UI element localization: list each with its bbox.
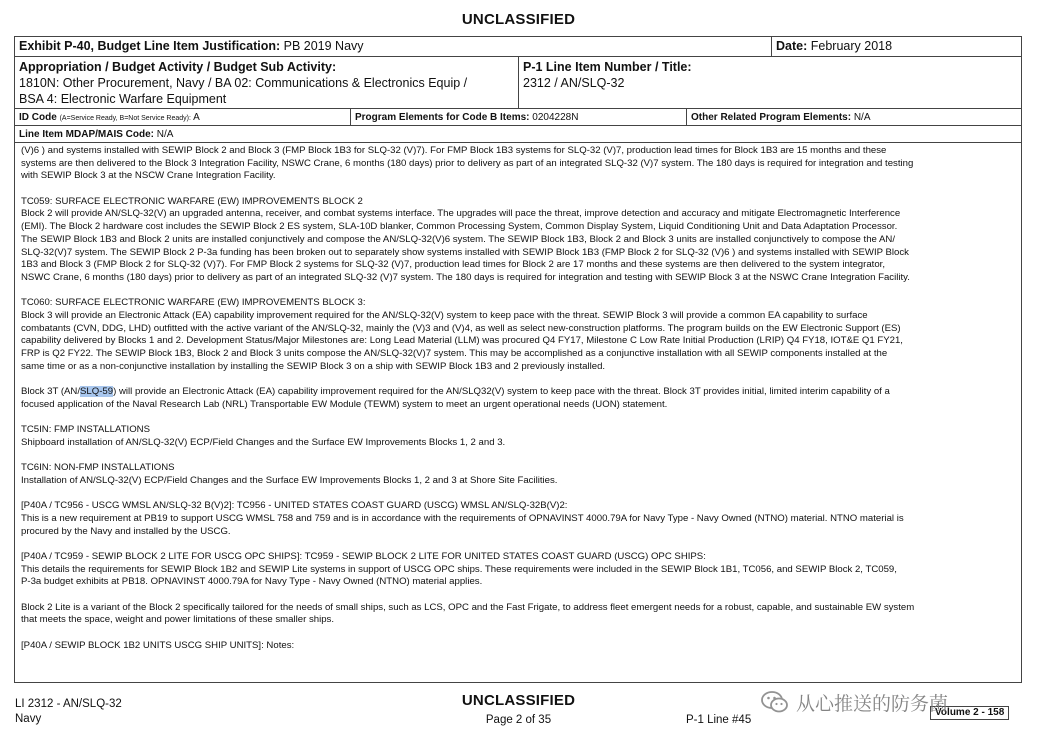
mdap-cell [15, 126, 1021, 142]
footer-service: Navy [15, 713, 42, 725]
watermark-text: 从心推送的防务菌 [796, 692, 949, 715]
text-line: with SEWIP Block 3 at the NSCW Crane Integration Facility. [21, 170, 276, 182]
id-code-note: (A=Service Ready, B=Not Service Ready): [59, 115, 191, 122]
exhibit-value: PB 2019 Navy [283, 39, 364, 53]
date-value: February 2018 [810, 39, 893, 53]
section-heading-tc6in: TC6IN: NON-FMP INSTALLATIONS [21, 462, 175, 474]
text-line: The SEWIP Block 1B3 and Block 2 units are installed conjunctively and compose the AN/SLQ-32(V)6 system. The SEWIP Block 1B3, Block 2 and Block 3 units are installed conjunctively to compose the AN/ [21, 233, 896, 245]
mdap-label: Line Item MDAP/MAIS Code: [19, 129, 155, 140]
other-pe-cell [686, 109, 1021, 125]
text-line: NSWC Crane, 6 months (180 days) prior to delivery as part of an integrated SLQ-32 (V)7 system. The 180 days is required for integration and testing with SEWIP Block 3 at the NSWC Crane Integration Facility. [21, 271, 910, 283]
text-line: Block 3 will provide an Electronic Attack (EA) capability improvement required for the AN/SLQ-32(V) system to keep pace with the threat. SEWIP Block 3 will provide a common EA capability to surface [21, 309, 868, 321]
text-line: capability delivered by Blocks 1 and 2. Development Status/Major Milestones are: Long Lead Material (LLM) was procured Q4 FY17, Milestone C Low Rate Initial Production (LRIP) Q4 FY18, IOT&E Q1 FY21, [21, 335, 903, 347]
text-line: combatants (CVN, DDG, LHD) outfitted with the active variant of the AN/SLQ-32, mainly the (V)3 and (V)4, as well as select new-construction platforms. The program builds on the EW Electronic Support (ES) [21, 322, 901, 334]
date-label: Date: [776, 39, 808, 53]
bottom-classification: UNCLASSIFIED [461, 692, 576, 709]
text-fragment: ) will provide an Electronic Attack (EA) capability improvement required for the AN/SLQ32(V) system to keep pace with the threat. Block 3T provides initial, limited interim capability of a [113, 386, 890, 398]
footer-page-number: Page 2 of 35 [485, 714, 552, 726]
section-heading-tc959: [P40A / TC959 - SEWIP BLOCK 2 LITE FOR USCG OPC SHIPS]: TC959 - SEWIP BLOCK 2 LITE FOR UNITED STATES COAST GUARD (USCG) OPC SHIPS: [21, 551, 706, 562]
text-line: (V)6 ) and systems installed with SEWIP Block 2 and Block 3 (FMP Block 1B3 for SLQ-32 (V)7). For FMP Block 1B3 systems for SLQ-32 (V)7, production lead times for Block 1B3 are 15 months and these [21, 145, 887, 156]
text-line: SLQ-32(V)7 system. The SEWIP Block 2 P-3a funding has been broken out to separately show systems installed with SEWIP Block 1B3 (FMP Block 2 for SLQ-32 (V)6 ) and systems installed with SEWIP Block [21, 246, 909, 258]
section-heading-tc059: TC059: SURFACE ELECTRONIC WARFARE (EW) IMPROVEMENTS BLOCK 2 [21, 195, 363, 207]
other-pe-label: Other Related Program Elements: [691, 112, 852, 123]
text-line: 1B3 and Block 3 (FMP Block 2 for SLQ-32 (V)7). For FMP Block 2 systems for SLQ-32 (V)7, production lead times for Block 2 are 17 months and these systems are then delivered to the system integrator, [21, 259, 885, 271]
text-line: This is a new requirement at PB19 to support USCG WMSL 758 and 759 and is in accordance with the requirements of OPNAVINST 4000.79A for Navy Type - Navy Owned (NTNO) material. NTNO material is [21, 512, 904, 524]
footer-volume: Volume 2 - 158 [930, 706, 1009, 720]
p1-cell [518, 57, 1021, 108]
footer-line-item: LI 2312 - AN/SLQ-32 [15, 698, 122, 710]
exhibit-label: Exhibit P-40, Budget Line Item Justification: [19, 39, 281, 53]
pe-cell [350, 109, 686, 125]
text-line: P-3a budget exhibits at PB18. OPNAVINST 4000.79A for Navy Type - Navy Owned (NTNO) material applies. [21, 576, 483, 588]
top-classification: UNCLASSIFIED [461, 11, 576, 28]
text-line: systems are then delivered to the Block 3 Integration Facility, NSWC Crane, 6 months (180 days) prior to delivery as part of an integrated SLQ-32 (V)7 system. The 180 days is required for integration and testing [21, 157, 914, 169]
text-line: This details the requirements for SEWIP Block 1B2 and SEWIP Lite systems in support of USCG OPC ships. These requirements were included in the SEWIP Block 1B1, TC056, and SEWIP Block 2, TC059, [21, 563, 897, 575]
exhibit-cell [15, 37, 771, 56]
text-line: Installation of AN/SLQ-32(V) ECP/Field Changes and the Surface EW Improvements Blocks 1, 2 and 3 at Shore Site Facilities. [21, 474, 558, 486]
mdap-value: N/A [156, 129, 174, 140]
text-line: Block 2 will provide AN/SLQ-32(V) an upgraded antenna, receiver, and combat systems interface. The upgrades will pace the threat, improve detection and accuracy and mitigate Electromagnetic Interference [21, 208, 901, 220]
wechat-icon [760, 689, 790, 715]
text-line [21, 386, 1015, 399]
text-line: that meets the space, weight and power limitations of these smaller ships. [21, 614, 335, 626]
highlighted-text[interactable]: SLQ-59 [80, 386, 114, 398]
footer-p1-line: P-1 Line #45 [686, 714, 752, 726]
appropriation-row [15, 57, 1021, 109]
section-heading-tc5in: TC5IN: FMP INSTALLATIONS [21, 424, 151, 436]
mdap-row [15, 126, 1021, 143]
text-line: same time or as a non-conjunctive installation by installing the SEWIP Block 3 on a ship with SEWIP Block 1B3 and 2 previously installed. [21, 360, 606, 372]
justification-text [21, 145, 1015, 653]
watermark [760, 684, 1020, 720]
text-fragment: Block 3T (AN/ [21, 386, 81, 398]
section-heading-tc060: TC060: SURFACE ELECTRONIC WARFARE (EW) IMPROVEMENTS BLOCK 3: [21, 297, 366, 309]
date-cell [771, 37, 1021, 56]
appropriation-line2: BSA 4: Electronic Warfare Equipment [19, 92, 227, 106]
text-line: procured by the Navy and installed by the USCG. [21, 525, 231, 537]
exhibit-frame [14, 36, 1022, 683]
text-line: Block 2 Lite is a variant of the Block 2 specifically tailored for the needs of small ships, such as LCS, OPC and the Fast Frigate, to address fleet emergent needs for a robust, capable, and sustainable EW system [21, 601, 915, 613]
appropriation-line1: 1810N: Other Procurement, Navy / BA 02: Communications & Electronics Equip / [19, 76, 468, 90]
id-code-cell [15, 109, 350, 125]
id-code-label: ID Code [19, 112, 57, 123]
code-row [15, 109, 1021, 126]
section-heading-notes: [P40A / SEWIP BLOCK 1B2 UNITS USCG SHIP UNITS]: Notes: [21, 639, 295, 651]
text-line: focused application of the Naval Research Lab (NRL) Transportable EW Module (TEWM) system to meet an urgent operational needs (UON) statement. [21, 398, 668, 410]
pe-label: Program Elements for Code B Items: [355, 112, 530, 123]
p1-value: 2312 / AN/SLQ-32 [523, 76, 625, 90]
p1-label: P-1 Line Item Number / Title: [523, 60, 692, 74]
text-line: (EMI). The Block 2 hardware cost includes the SEWIP Block 2 ES system, SLA-10D blanker, Common Processing System, Common Display System, Liquid Conditioning Unit and Data Adaptation Processor. [21, 221, 898, 233]
text-line: FRP is Q2 FY22. The SEWIP Block 1B3, Block 2 and Block 3 units compose the AN/SLQ-32(V)7 system. This may be accomplished as a conjunctive installation with all SEWIP components installed at the [21, 348, 888, 359]
id-code-value: A [193, 112, 200, 123]
pe-value: 0204228N [532, 112, 579, 123]
appropriation-cell [15, 57, 518, 108]
exhibit-row [15, 37, 1021, 57]
section-heading-tc956: [P40A / TC956 - USCG WMSL AN/SLQ-32 B(V)2]: TC956 - UNITED STATES COAST GUARD (USCG) WMSL AN/SLQ-32B(V)2: [21, 500, 568, 512]
other-pe-value: N/A [853, 112, 871, 123]
appropriation-label: Appropriation / Budget Activity / Budget Sub Activity: [19, 60, 337, 74]
text-line: Shipboard installation of AN/SLQ-32(V) ECP/Field Changes and the Surface EW Improvements Blocks 1, 2 and 3. [21, 436, 506, 448]
